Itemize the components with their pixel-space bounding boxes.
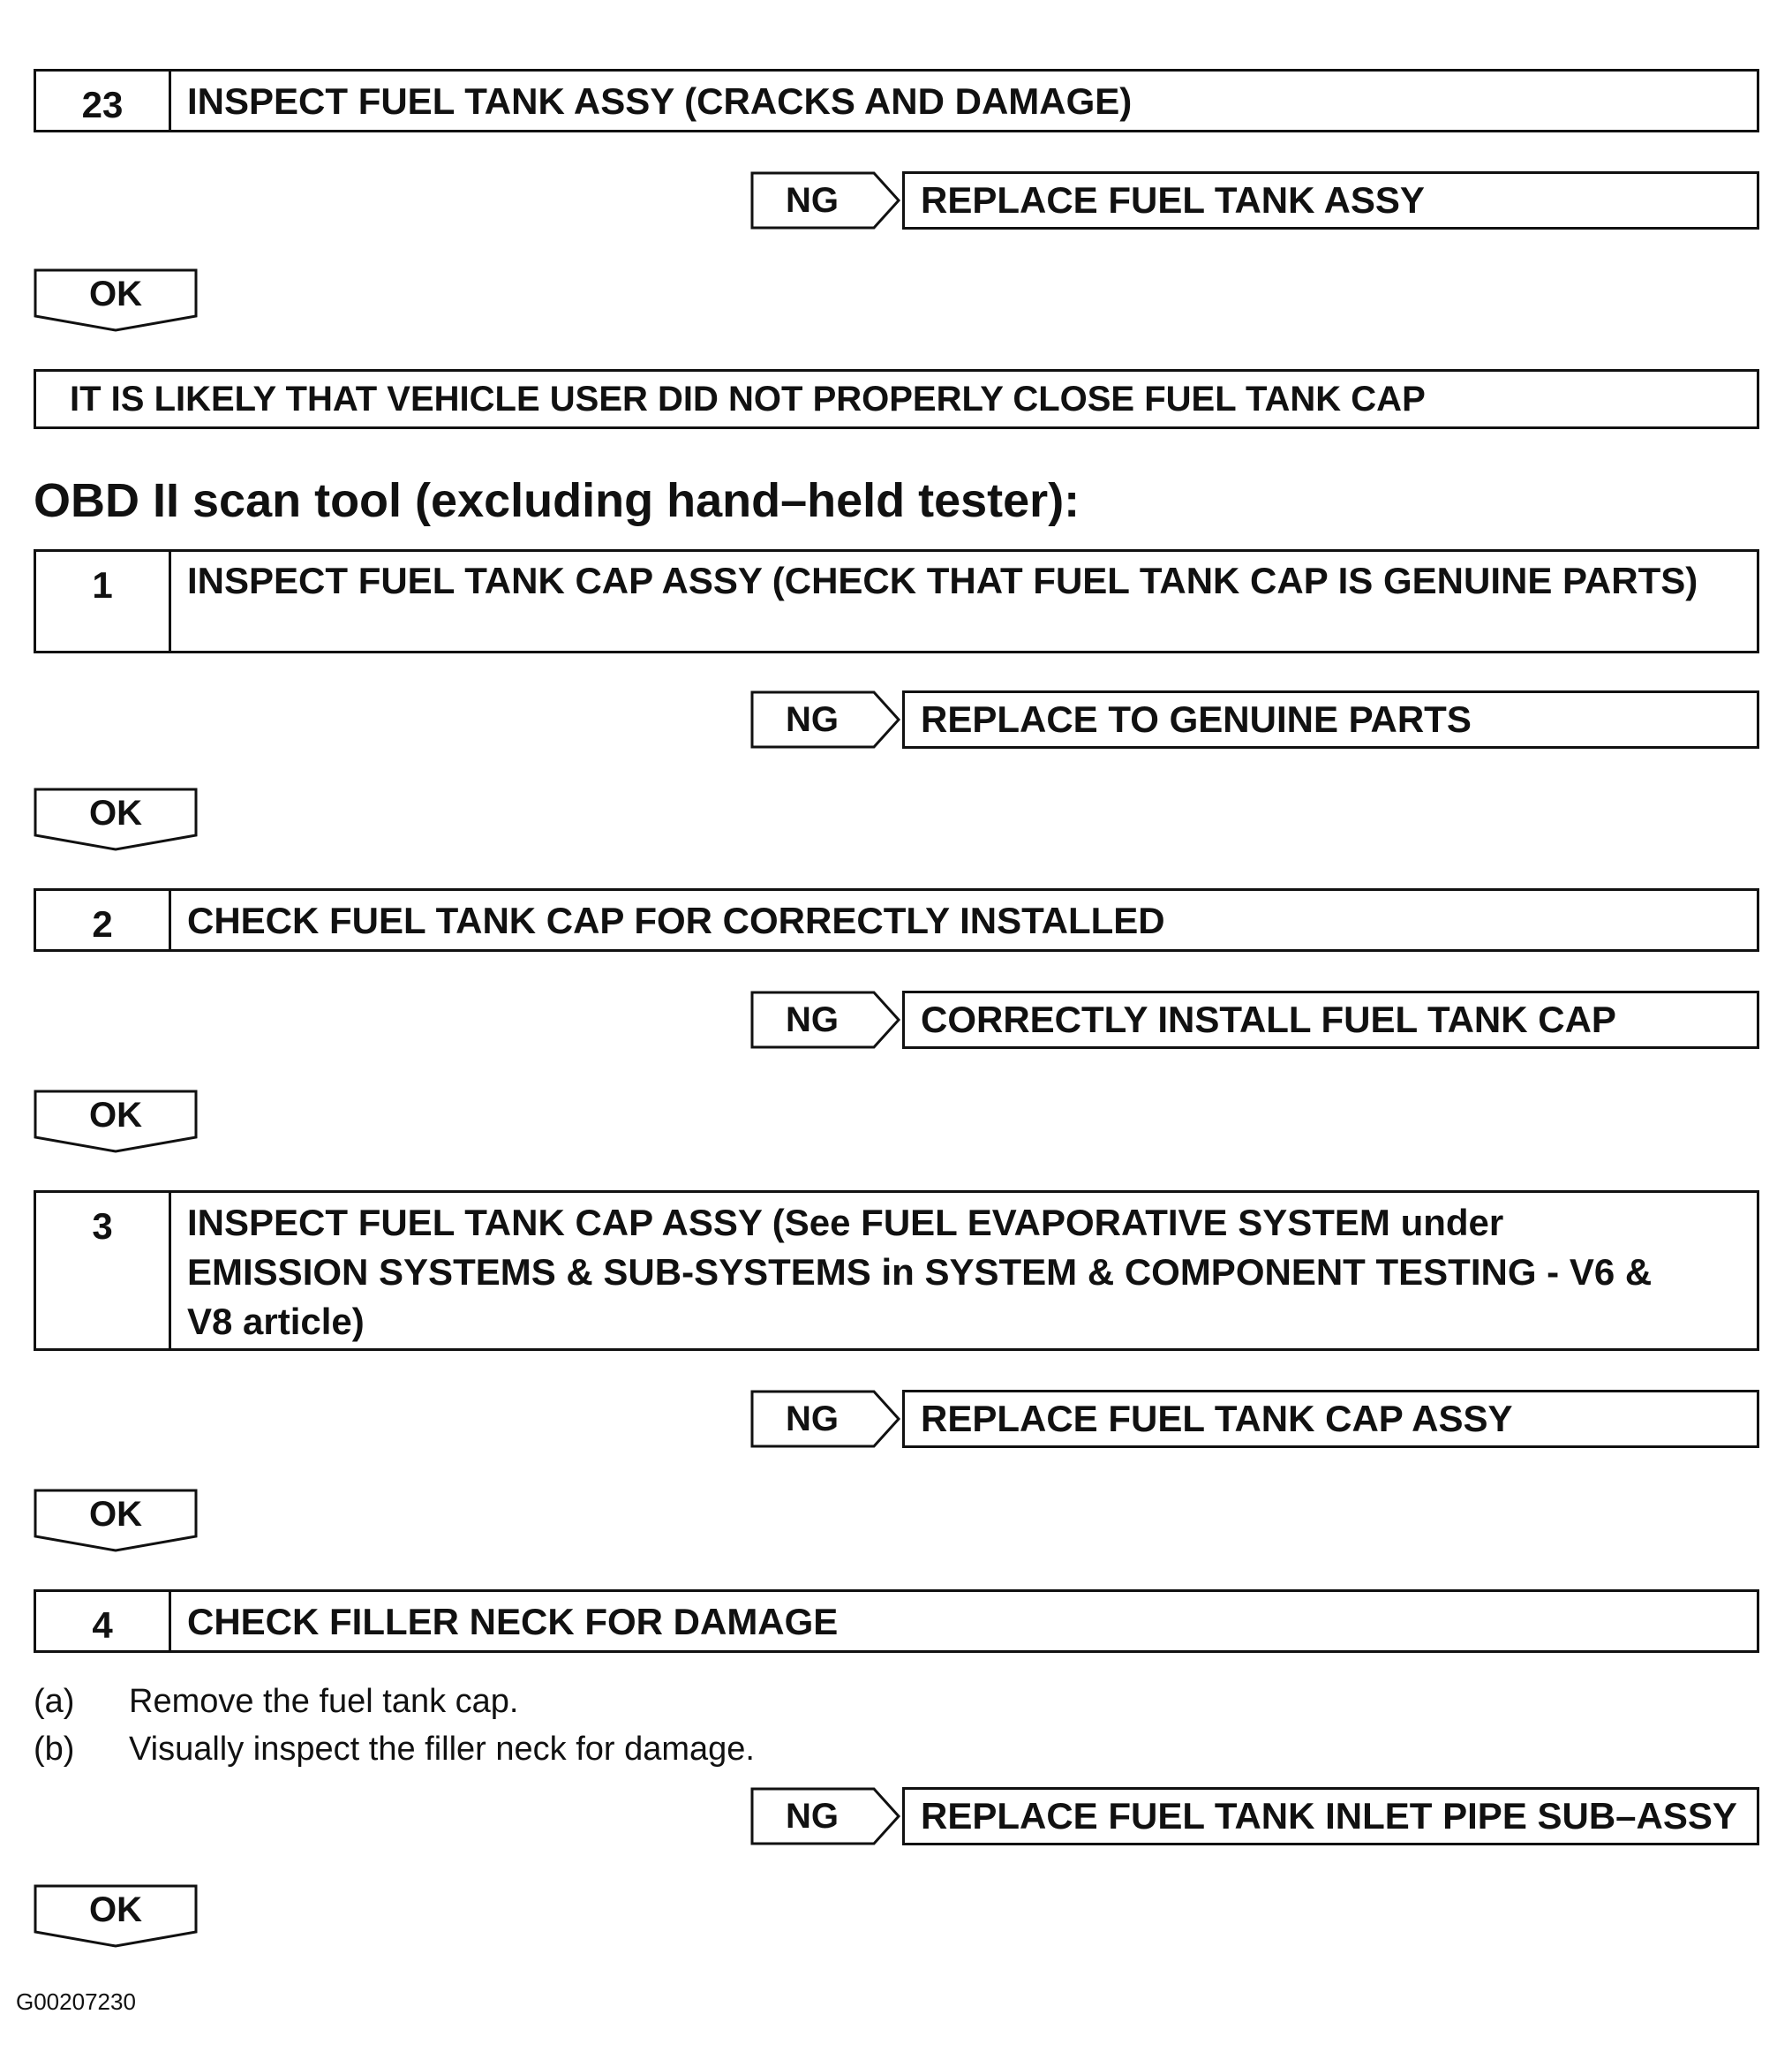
result-box: REPLACE FUEL TANK INLET PIPE SUB–ASSY bbox=[902, 1787, 1759, 1845]
step-text: INSPECT FUEL TANK ASSY (CRACKS AND DAMAGE) bbox=[187, 80, 1133, 122]
step-number: 1 bbox=[36, 552, 171, 651]
result-box: REPLACE TO GENUINE PARTS bbox=[902, 690, 1759, 749]
ok-label: OK bbox=[89, 274, 142, 313]
instruction-item bbox=[34, 1683, 1093, 1727]
ok-tag bbox=[34, 1884, 198, 1948]
ok-tag bbox=[34, 1090, 198, 1153]
section-heading: OBD II scan tool (excluding hand–held tester): bbox=[34, 474, 1080, 527]
ng-tag bbox=[750, 1787, 902, 1845]
result-box: CORRECTLY INSTALL FUEL TANK CAP bbox=[902, 991, 1759, 1049]
step-2-box bbox=[34, 888, 1759, 952]
ok-tag bbox=[34, 1489, 198, 1552]
ng-tag bbox=[750, 991, 902, 1049]
step-text: INSPECT FUEL TANK CAP ASSY (CHECK THAT FUEL TANK CAP IS GENUINE PARTS) bbox=[187, 560, 1698, 601]
ng-label: NG bbox=[786, 1000, 839, 1039]
step-4-box bbox=[34, 1589, 1759, 1653]
step-3-box bbox=[34, 1190, 1759, 1351]
step-number: 4 bbox=[36, 1592, 171, 1650]
ng-label: NG bbox=[786, 1796, 839, 1836]
instruction-marker: (a) bbox=[34, 1683, 75, 1720]
ok-label: OK bbox=[89, 793, 142, 833]
step-number: 2 bbox=[36, 891, 171, 949]
ok-label: OK bbox=[89, 1095, 142, 1135]
instruction-marker: (b) bbox=[34, 1731, 75, 1768]
step-text: CHECK FILLER NECK FOR DAMAGE bbox=[187, 1601, 839, 1642]
ng-tag bbox=[750, 1390, 902, 1448]
step-text: CHECK FUEL TANK CAP FOR CORRECTLY INSTALLED bbox=[187, 900, 1165, 941]
ok-tag bbox=[34, 788, 198, 851]
result-box: REPLACE FUEL TANK CAP ASSY bbox=[902, 1390, 1759, 1448]
result-box: REPLACE FUEL TANK ASSY bbox=[902, 171, 1759, 230]
ng-tag bbox=[750, 171, 902, 230]
conclusion-box: IT IS LIKELY THAT VEHICLE USER DID NOT PROPERLY CLOSE FUEL TANK CAP bbox=[34, 369, 1759, 429]
step-text: INSPECT FUEL TANK CAP ASSY (See FUEL EVAPORATIVE SYSTEM under EMISSION SYSTEMS & SUB-SYSTEMS in SYSTEM & COMPONENT TESTING - V6 & V8 article) bbox=[187, 1202, 1653, 1342]
step-number: 3 bbox=[36, 1193, 171, 1348]
step-number: 23 bbox=[36, 72, 171, 130]
ok-tag bbox=[34, 268, 198, 332]
ok-label: OK bbox=[89, 1890, 142, 1929]
figure-id: G00207230 bbox=[16, 1988, 136, 2015]
ng-label: NG bbox=[786, 1399, 839, 1438]
ng-label: NG bbox=[786, 180, 839, 220]
instruction-text: Remove the fuel tank cap. bbox=[129, 1683, 519, 1720]
step-1-box bbox=[34, 549, 1759, 653]
ok-label: OK bbox=[89, 1494, 142, 1534]
ng-tag bbox=[750, 690, 902, 749]
ng-label: NG bbox=[786, 699, 839, 739]
instruction-text: Visually inspect the filler neck for damage. bbox=[129, 1731, 755, 1768]
instruction-item bbox=[34, 1731, 1093, 1775]
step-23-box bbox=[34, 69, 1759, 132]
